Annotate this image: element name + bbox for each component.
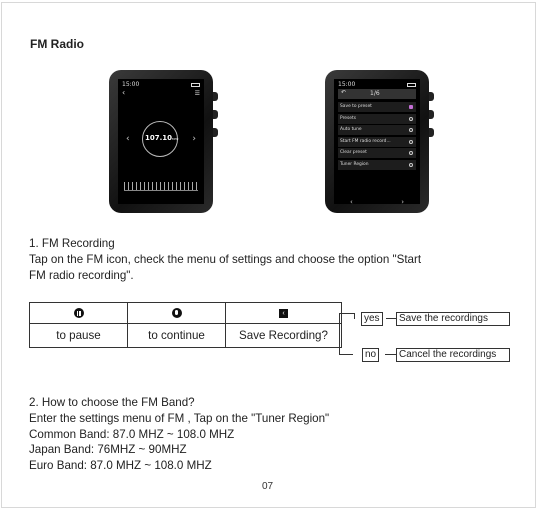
menu-item-label: Presets: [340, 115, 356, 121]
menu-item[interactable]: [338, 137, 416, 147]
status-time: 15:00: [338, 81, 356, 88]
table-cell: [30, 303, 128, 324]
no-option: no: [362, 348, 379, 362]
menu-item[interactable]: [338, 160, 416, 170]
device-side-button: [213, 110, 218, 119]
radio-icon: [409, 163, 413, 167]
connector-line: [386, 318, 396, 319]
connector-line: [339, 313, 354, 314]
device-fm-tuner: [109, 70, 213, 213]
band-line-4: Euro Band: 87.0 MHZ ~ 108.0 MHZ: [29, 459, 212, 472]
chevron-left-icon[interactable]: ‹: [350, 198, 353, 204]
radio-icon: [409, 128, 413, 132]
yes-option: yes: [361, 312, 383, 326]
table-cell: [226, 303, 342, 324]
recording-heading: 1. FM Recording: [29, 237, 115, 250]
menu-page-indicator: 1/6: [370, 90, 380, 97]
band-line-3: Japan Band: 76MHZ ~ 90MHZ: [29, 443, 187, 456]
frequency-scale-line: [124, 190, 198, 191]
back-arrow-icon[interactable]: ‹: [122, 88, 126, 97]
section-title: FM Radio: [30, 37, 84, 51]
connector-line: [339, 313, 340, 354]
table-cell: [128, 303, 226, 324]
device-fm-menu: [325, 70, 429, 213]
recording-line-2: FM radio recording".: [29, 269, 134, 282]
pause-label: to pause: [30, 324, 128, 348]
menu-item-label: Clear preset: [340, 150, 367, 156]
menu-item-label: Save to preset: [340, 104, 372, 109]
band-line-2: Common Band: 87.0 MHZ ~ 108.0 MHZ: [29, 428, 235, 441]
menu-item-label: Start FM radio record...: [340, 138, 391, 144]
frequency-scale[interactable]: [124, 182, 198, 190]
device-side-button: [213, 92, 218, 101]
device-side-button: [429, 128, 434, 137]
radio-icon: [409, 140, 413, 144]
chevron-right-icon[interactable]: ›: [401, 198, 404, 204]
recording-controls-table: [29, 302, 342, 348]
menu-item-label: Tuner Region: [340, 161, 369, 167]
page-number: 07: [262, 481, 274, 492]
menu-item[interactable]: [338, 125, 416, 135]
radio-icon: [409, 151, 413, 155]
band-line-1: Enter the settings menu of FM , Tap on the "Tuner Region": [29, 412, 330, 425]
radio-icon: [409, 117, 413, 121]
menu-item[interactable]: [338, 102, 416, 112]
fm-tuner-screen: [118, 79, 204, 204]
battery-icon: [407, 83, 416, 87]
save-recording-label: Save Recording?: [226, 324, 342, 348]
microphone-icon: [172, 308, 182, 318]
yes-result: Save the recordings: [396, 312, 510, 326]
device-side-button: [213, 128, 218, 137]
back-arrow-icon[interactable]: ↶: [341, 89, 347, 96]
battery-icon: [191, 83, 200, 87]
connector-line: [339, 354, 353, 355]
checkbox-icon: [409, 105, 413, 109]
menu-list: [338, 102, 416, 172]
device-side-button: [429, 92, 434, 101]
continue-label: to continue: [128, 324, 226, 348]
connector-line: [354, 313, 355, 319]
device-side-button: [429, 110, 434, 119]
fm-menu-screen: [334, 79, 420, 204]
chevron-right-icon[interactable]: ›: [192, 134, 196, 144]
connector-line: [385, 354, 396, 355]
menu-header: [338, 89, 416, 99]
menu-item[interactable]: [338, 114, 416, 124]
band-heading: 2. How to choose the FM Band?: [29, 396, 195, 409]
chevron-left-icon[interactable]: ‹: [126, 134, 130, 144]
status-time: 15:00: [122, 81, 140, 88]
frequency-readout: 107.10MHz: [145, 134, 179, 142]
menu-item[interactable]: [338, 148, 416, 158]
frequency-unit: MHz: [172, 137, 179, 141]
menu-item-label: Auto tune: [340, 127, 362, 133]
menu-lines-icon[interactable]: ☰: [194, 90, 200, 97]
recording-line-1: Tap on the FM icon, check the menu of settings and choose the option "Start: [29, 253, 422, 266]
no-result: Cancel the recordings: [396, 348, 510, 362]
save-icon: ‹: [279, 309, 288, 318]
pause-icon: [74, 308, 84, 318]
